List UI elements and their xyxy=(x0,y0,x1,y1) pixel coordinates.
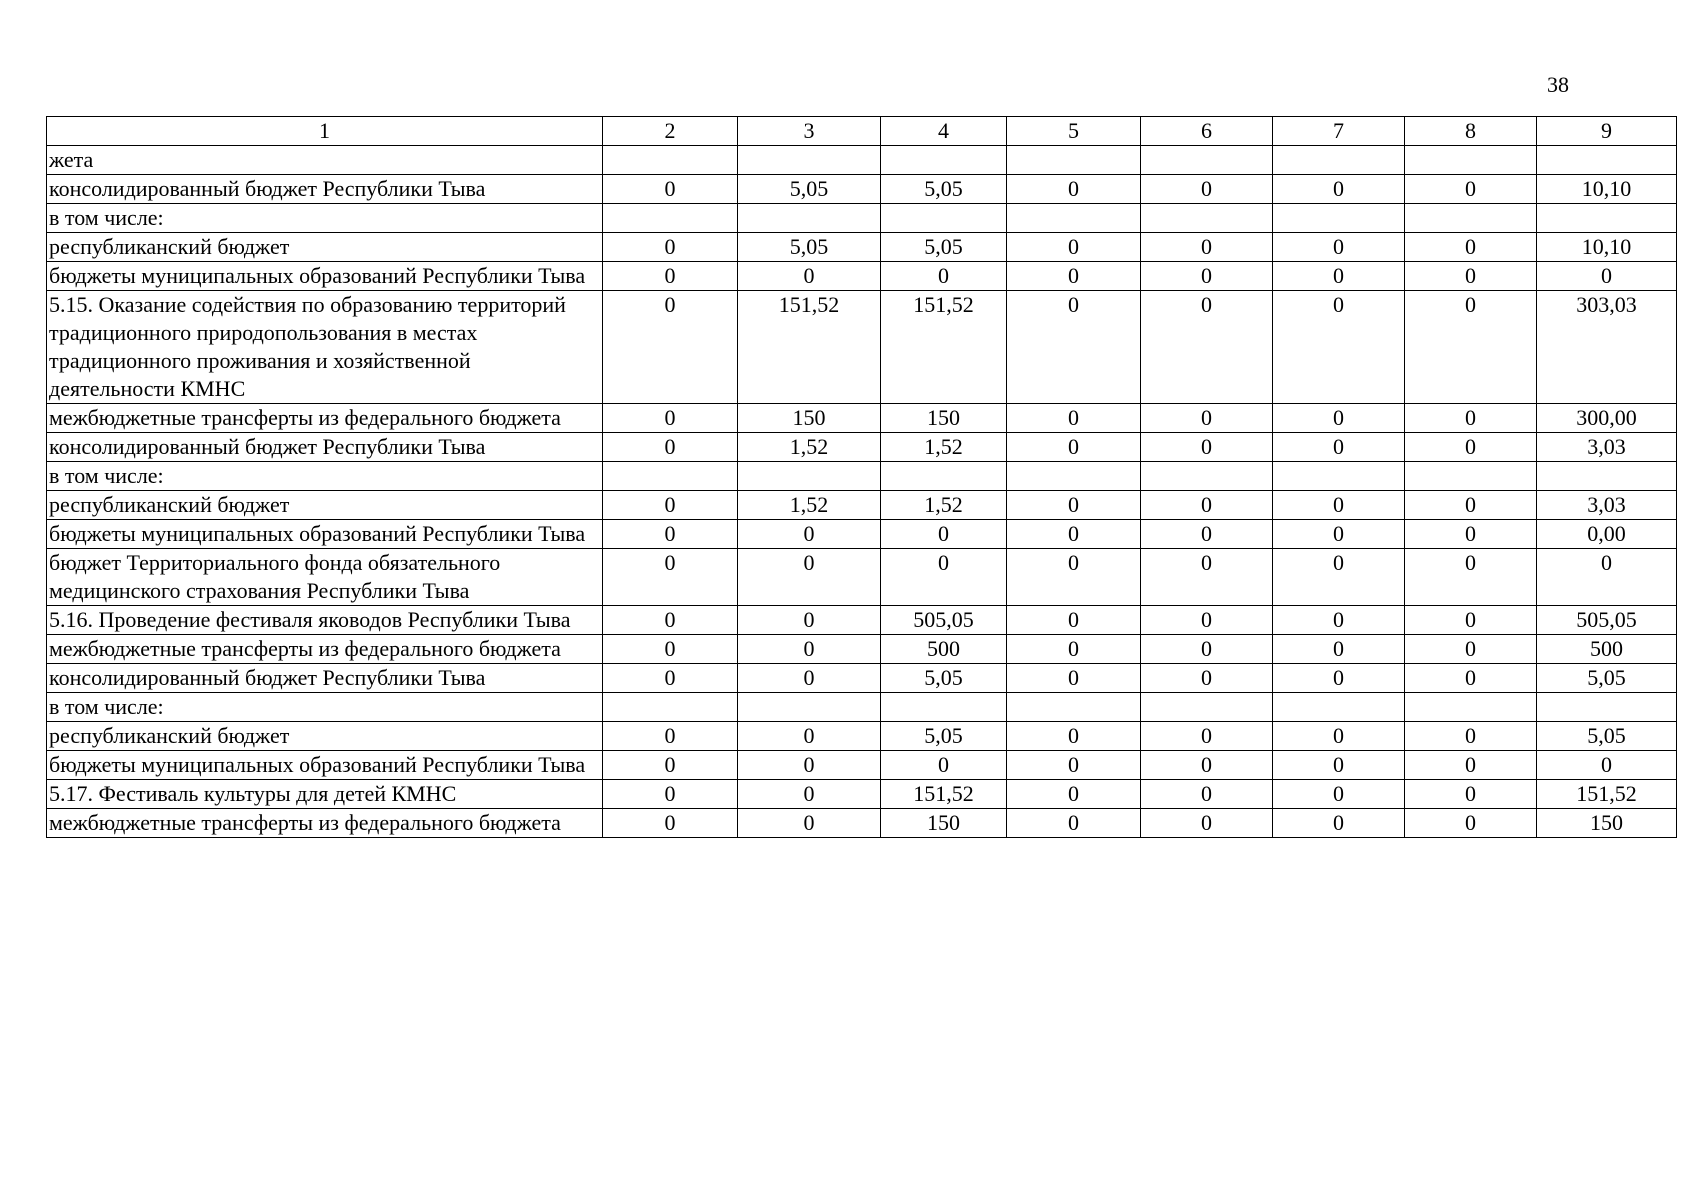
cell-value: 0 xyxy=(1405,751,1537,780)
cell-value: 0 xyxy=(1273,491,1405,520)
cell-value: 0 xyxy=(1007,175,1141,204)
column-header: 3 xyxy=(738,117,881,146)
cell-value: 151,52 xyxy=(1537,780,1677,809)
cell-value: 500 xyxy=(1537,635,1677,664)
row-label: бюджеты муниципальных образований Республики Тыва xyxy=(47,262,603,291)
column-header: 9 xyxy=(1537,117,1677,146)
cell-value: 10,10 xyxy=(1537,233,1677,262)
cell-value: 0 xyxy=(1273,233,1405,262)
column-number-row xyxy=(47,117,1677,146)
cell-value: 0 xyxy=(1007,262,1141,291)
row-label: жета xyxy=(47,146,603,175)
cell-value: 0 xyxy=(1141,664,1273,693)
cell-value: 0 xyxy=(1141,433,1273,462)
cell-value: 0 xyxy=(603,291,738,404)
column-header: 8 xyxy=(1405,117,1537,146)
cell-value: 0 xyxy=(603,664,738,693)
cell-value xyxy=(1405,462,1537,491)
cell-value: 151,52 xyxy=(738,291,881,404)
cell-value xyxy=(1537,146,1677,175)
row-label: республиканский бюджет xyxy=(47,491,603,520)
cell-value: 0 xyxy=(1141,262,1273,291)
cell-value: 5,05 xyxy=(1537,722,1677,751)
row-label: консолидированный бюджет Республики Тыва xyxy=(47,175,603,204)
cell-value: 0 xyxy=(738,780,881,809)
cell-value xyxy=(1405,204,1537,233)
table-row xyxy=(47,233,1677,262)
cell-value: 0 xyxy=(603,549,738,606)
table-row xyxy=(47,404,1677,433)
cell-value: 10,10 xyxy=(1537,175,1677,204)
table-row xyxy=(47,175,1677,204)
table-row xyxy=(47,262,1677,291)
cell-value: 0 xyxy=(1141,809,1273,838)
cell-value: 0 xyxy=(1405,809,1537,838)
table-row xyxy=(47,433,1677,462)
cell-value: 5,05 xyxy=(881,175,1007,204)
table-row xyxy=(47,462,1677,491)
cell-value: 0 xyxy=(1141,751,1273,780)
cell-value: 0 xyxy=(738,549,881,606)
cell-value: 0 xyxy=(1405,780,1537,809)
cell-value: 0 xyxy=(1273,664,1405,693)
row-label: 5.15. Оказание содействия по образованию территорий традиционного природопользования в местах традиционного проживания и хозяйственной деятельности КМНС xyxy=(47,291,603,404)
cell-value: 0 xyxy=(1007,233,1141,262)
cell-value: 0 xyxy=(1141,635,1273,664)
table-row xyxy=(47,606,1677,635)
cell-value: 0 xyxy=(1405,635,1537,664)
row-label: республиканский бюджет xyxy=(47,722,603,751)
cell-value: 0 xyxy=(1405,549,1537,606)
row-label: консолидированный бюджет Республики Тыва xyxy=(47,433,603,462)
cell-value: 0 xyxy=(1141,233,1273,262)
cell-value xyxy=(1273,204,1405,233)
cell-value: 0 xyxy=(1141,606,1273,635)
cell-value: 5,05 xyxy=(881,722,1007,751)
row-label: межбюджетные трансферты из федерального бюджета xyxy=(47,404,603,433)
cell-value: 0 xyxy=(1007,635,1141,664)
table-row xyxy=(47,693,1677,722)
cell-value: 1,52 xyxy=(881,491,1007,520)
row-label: межбюджетные трансферты из федерального бюджета xyxy=(47,635,603,664)
cell-value: 0 xyxy=(1141,404,1273,433)
cell-value: 0 xyxy=(1007,664,1141,693)
budget-table xyxy=(46,116,1677,838)
column-header: 2 xyxy=(603,117,738,146)
cell-value xyxy=(881,204,1007,233)
cell-value: 0 xyxy=(1141,291,1273,404)
cell-value xyxy=(1405,146,1537,175)
cell-value xyxy=(1405,693,1537,722)
cell-value: 0 xyxy=(603,262,738,291)
table-row xyxy=(47,146,1677,175)
cell-value: 0 xyxy=(603,809,738,838)
cell-value: 150 xyxy=(881,809,1007,838)
cell-value: 0 xyxy=(738,664,881,693)
table-row xyxy=(47,722,1677,751)
row-label: бюджет Территориального фонда обязательного медицинского страхования Республики Тыва xyxy=(47,549,603,606)
cell-value: 0 xyxy=(1273,780,1405,809)
cell-value: 0 xyxy=(1273,635,1405,664)
cell-value: 0 xyxy=(1405,291,1537,404)
cell-value: 0 xyxy=(738,606,881,635)
cell-value: 0 xyxy=(1007,751,1141,780)
cell-value: 0 xyxy=(881,549,1007,606)
table-row xyxy=(47,491,1677,520)
cell-value xyxy=(1007,204,1141,233)
cell-value: 0 xyxy=(1273,606,1405,635)
cell-value: 5,05 xyxy=(738,175,881,204)
row-label: в том числе: xyxy=(47,693,603,722)
row-label: республиканский бюджет xyxy=(47,233,603,262)
cell-value: 0 xyxy=(1141,491,1273,520)
cell-value xyxy=(603,146,738,175)
cell-value: 0 xyxy=(1537,751,1677,780)
cell-value: 0 xyxy=(1141,549,1273,606)
cell-value: 0 xyxy=(1141,520,1273,549)
table-row xyxy=(47,204,1677,233)
cell-value: 500 xyxy=(881,635,1007,664)
cell-value: 0 xyxy=(1007,722,1141,751)
cell-value: 151,52 xyxy=(881,780,1007,809)
cell-value: 0 xyxy=(1007,606,1141,635)
cell-value: 0 xyxy=(603,520,738,549)
cell-value: 0 xyxy=(1141,175,1273,204)
cell-value xyxy=(738,146,881,175)
row-label: бюджеты муниципальных образований Республики Тыва xyxy=(47,751,603,780)
cell-value xyxy=(1537,693,1677,722)
cell-value: 0 xyxy=(881,751,1007,780)
cell-value: 0 xyxy=(603,780,738,809)
cell-value: 505,05 xyxy=(1537,606,1677,635)
cell-value: 0 xyxy=(1405,175,1537,204)
cell-value xyxy=(1007,146,1141,175)
cell-value: 0 xyxy=(1007,291,1141,404)
cell-value: 5,05 xyxy=(881,664,1007,693)
cell-value xyxy=(1141,146,1273,175)
cell-value: 3,03 xyxy=(1537,491,1677,520)
cell-value: 0 xyxy=(603,404,738,433)
cell-value: 0 xyxy=(603,606,738,635)
column-header: 7 xyxy=(1273,117,1405,146)
cell-value: 0 xyxy=(1007,809,1141,838)
cell-value: 0 xyxy=(603,233,738,262)
cell-value: 0,00 xyxy=(1537,520,1677,549)
cell-value: 0 xyxy=(1007,549,1141,606)
cell-value: 0 xyxy=(1273,433,1405,462)
cell-value: 0 xyxy=(738,751,881,780)
row-label: в том числе: xyxy=(47,462,603,491)
cell-value: 0 xyxy=(1273,751,1405,780)
cell-value: 0 xyxy=(1007,780,1141,809)
cell-value: 0 xyxy=(738,722,881,751)
cell-value: 0 xyxy=(738,262,881,291)
cell-value: 5,05 xyxy=(738,233,881,262)
cell-value xyxy=(738,693,881,722)
cell-value: 0 xyxy=(1273,291,1405,404)
table-row xyxy=(47,780,1677,809)
cell-value xyxy=(1007,693,1141,722)
table-row xyxy=(47,751,1677,780)
cell-value: 150 xyxy=(1537,809,1677,838)
cell-value: 0 xyxy=(1273,262,1405,291)
cell-value: 5,05 xyxy=(881,233,1007,262)
cell-value: 0 xyxy=(1405,404,1537,433)
cell-value: 0 xyxy=(1273,404,1405,433)
cell-value xyxy=(1141,204,1273,233)
cell-value xyxy=(738,204,881,233)
cell-value: 150 xyxy=(881,404,1007,433)
table-row xyxy=(47,549,1677,606)
cell-value: 0 xyxy=(881,520,1007,549)
cell-value: 1,52 xyxy=(881,433,1007,462)
table-row xyxy=(47,809,1677,838)
cell-value: 1,52 xyxy=(738,491,881,520)
cell-value: 0 xyxy=(738,635,881,664)
column-header: 1 xyxy=(47,117,603,146)
cell-value: 151,52 xyxy=(881,291,1007,404)
cell-value: 0 xyxy=(1537,262,1677,291)
cell-value xyxy=(1537,204,1677,233)
cell-value: 1,52 xyxy=(738,433,881,462)
cell-value: 0 xyxy=(1405,606,1537,635)
cell-value xyxy=(1007,462,1141,491)
cell-value xyxy=(1537,462,1677,491)
cell-value xyxy=(1273,146,1405,175)
cell-value xyxy=(603,693,738,722)
cell-value xyxy=(1273,693,1405,722)
column-header: 5 xyxy=(1007,117,1141,146)
row-label: межбюджетные трансферты из федерального бюджета xyxy=(47,809,603,838)
column-header: 6 xyxy=(1141,117,1273,146)
cell-value: 0 xyxy=(603,491,738,520)
row-label: 5.17. Фестиваль культуры для детей КМНС xyxy=(47,780,603,809)
cell-value: 0 xyxy=(1007,433,1141,462)
cell-value: 303,03 xyxy=(1537,291,1677,404)
cell-value: 0 xyxy=(1405,520,1537,549)
table-row xyxy=(47,520,1677,549)
cell-value: 0 xyxy=(1273,175,1405,204)
row-label: 5.16. Проведение фестиваля яководов Республики Тыва xyxy=(47,606,603,635)
cell-value: 0 xyxy=(1273,520,1405,549)
cell-value xyxy=(1141,462,1273,491)
cell-value: 0 xyxy=(1273,809,1405,838)
cell-value: 0 xyxy=(603,722,738,751)
table-row xyxy=(47,664,1677,693)
cell-value: 0 xyxy=(603,433,738,462)
row-label: консолидированный бюджет Республики Тыва xyxy=(47,664,603,693)
table-row xyxy=(47,291,1677,404)
cell-value: 3,03 xyxy=(1537,433,1677,462)
table-row xyxy=(47,635,1677,664)
cell-value xyxy=(881,693,1007,722)
cell-value xyxy=(738,462,881,491)
row-label: бюджеты муниципальных образований Республики Тыва xyxy=(47,520,603,549)
cell-value: 0 xyxy=(1537,549,1677,606)
cell-value xyxy=(1141,693,1273,722)
cell-value: 0 xyxy=(1007,520,1141,549)
cell-value: 0 xyxy=(738,809,881,838)
cell-value: 0 xyxy=(1405,233,1537,262)
cell-value xyxy=(881,462,1007,491)
cell-value: 300,00 xyxy=(1537,404,1677,433)
cell-value: 0 xyxy=(1405,433,1537,462)
cell-value: 0 xyxy=(1273,722,1405,751)
page-number: 38 xyxy=(1547,72,1569,97)
cell-value: 0 xyxy=(1141,722,1273,751)
cell-value xyxy=(1273,462,1405,491)
cell-value: 0 xyxy=(1405,491,1537,520)
column-header: 4 xyxy=(881,117,1007,146)
row-label: в том числе: xyxy=(47,204,603,233)
cell-value: 0 xyxy=(881,262,1007,291)
cell-value: 0 xyxy=(1141,780,1273,809)
cell-value: 0 xyxy=(603,635,738,664)
cell-value: 150 xyxy=(738,404,881,433)
cell-value: 0 xyxy=(1007,404,1141,433)
cell-value xyxy=(603,204,738,233)
cell-value: 505,05 xyxy=(881,606,1007,635)
cell-value: 0 xyxy=(1273,549,1405,606)
cell-value: 0 xyxy=(603,751,738,780)
cell-value xyxy=(881,146,1007,175)
cell-value xyxy=(603,462,738,491)
cell-value: 0 xyxy=(1405,722,1537,751)
cell-value: 0 xyxy=(1007,491,1141,520)
cell-value: 0 xyxy=(603,175,738,204)
cell-value: 0 xyxy=(1405,262,1537,291)
cell-value: 0 xyxy=(738,520,881,549)
cell-value: 0 xyxy=(1405,664,1537,693)
cell-value: 5,05 xyxy=(1537,664,1677,693)
